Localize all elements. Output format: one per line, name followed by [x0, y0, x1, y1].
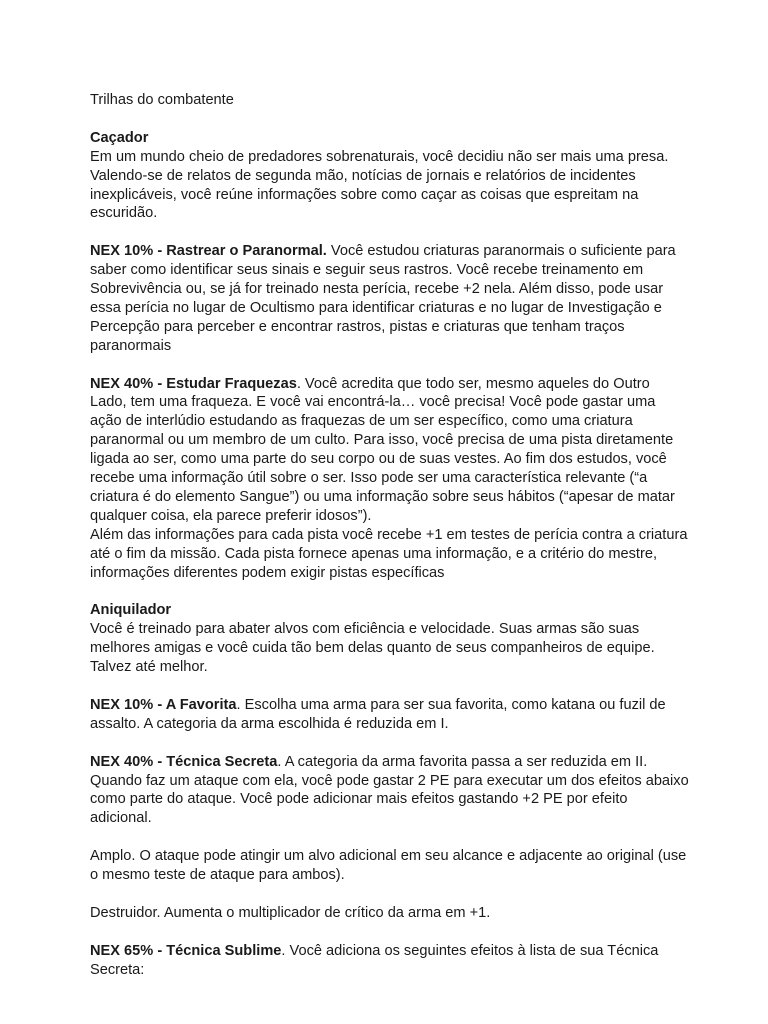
spacer [90, 677, 690, 696]
spacer [90, 583, 690, 602]
aniquilador-heading: Aniquilador [90, 602, 172, 619]
aniquilador-nex40-title: NEX 40% - Técnica Secreta [90, 753, 278, 770]
spacer [90, 923, 690, 942]
aniquilador-nex10-title: NEX 10% - A Favorita [90, 696, 237, 713]
cacador-heading: Caçador [90, 129, 149, 146]
aniquilador-nex10-paragraph [90, 696, 690, 734]
document-page [90, 91, 690, 979]
spacer [90, 828, 690, 847]
aniquilador-destruidor: Destruidor. Aumenta o multiplicador de crítico da arma em +1. [90, 904, 491, 921]
aniquilador-nex65-title: NEX 65% - Técnica Sublime [90, 942, 282, 959]
spacer [90, 110, 690, 129]
aniquilador-nex65-paragraph [90, 942, 690, 980]
cacador-nex40-paragraph [90, 375, 690, 526]
aniquilador-amplo: Amplo. O ataque pode atingir um alvo adicional em seu alcance e adjacente ao original (use o mesmo teste de ataque para ambos). [90, 848, 687, 884]
spacer [90, 223, 690, 242]
document-title: Trilhas do combatente [90, 92, 234, 108]
cacador-nex40-extra: Além das informações para cada pista você recebe +1 em testes de perícia contra a criatura até o fim da missão. Cada pista fornece apenas uma informação, e a critério do mestre, informações diferentes podem exigir pistas específicas [90, 526, 688, 581]
spacer [90, 734, 690, 753]
spacer [90, 356, 690, 375]
cacador-nex10-title: NEX 10% - Rastrear o Paranormal. [90, 243, 327, 260]
cacador-nex40-title: NEX 40% - Estudar Fraquezas [90, 375, 297, 392]
aniquilador-nex40-paragraph [90, 753, 690, 829]
aniquilador-nex65-text: . Você adiciona os seguintes efeitos à lista de sua Técnica Secreta: [90, 942, 659, 978]
cacador-nex10-text: Você estudou criaturas paranormais o suficiente para saber como identificar seus sinais e seguir seus rastros. Você recebe treinamento em Sobrevivência ou, se já for treinado nesta perícia, recebe +2 nela. Além disso, pode usar essa perícia no lugar de Ocultismo para identificar criaturas e no lugar de Investigação e Percepção para perceber e encontrar rastros, pistas e criaturas que tenham traços paranormais [90, 243, 676, 354]
spacer [90, 885, 690, 904]
aniquilador-nex40-text: . A categoria da arma favorita passa a ser reduzida em II. Quando faz um ataque com ela, você pode gastar 2 PE para executar um dos efeitos abaixo como parte do ataque. Você pode adicionar mais efeitos gastando +2 PE por efeito adicional. [90, 753, 689, 827]
aniquilador-nex10-text: . Escolha uma arma para ser sua favorita, como katana ou fuzil de assalto. A categoria da arma escolhida é reduzida em I. [90, 696, 666, 732]
cacador-nex10-paragraph [90, 242, 690, 355]
cacador-nex40-text: . Você acredita que todo ser, mesmo aqueles do Outro Lado, tem uma fraqueza. E você vai encontrá-la… você precisa! Você pode gastar uma ação de interlúdio estudando as fraquezas de um ser específico, como uma criatura paranormal ou um membro de um culto. Para isso, você precisa de uma pista diretamente ligada ao ser, como uma parte do seu corpo ou de suas vestes. Ao fim dos estudos, você recebe uma informação útil sobre o ser. Isso pode ser uma característica relevante (“a criatura é do elemento Sangue”) ou uma informação sobre seus hábitos (“apesar de matar qualquer coisa, ela parece preferir idosos”). [90, 375, 675, 524]
aniquilador-intro: Você é treinado para abater alvos com eficiência e velocidade. Suas armas são suas melhores amigas e você cuida tão bem delas quanto de seus companheiros de equipe. Talvez até melhor. [90, 621, 655, 676]
cacador-intro: Em um mundo cheio de predadores sobrenaturais, você decidiu não ser mais uma presa. Valendo-se de relatos de segunda mão, notícias de jornais e relatórios de incidentes inexplicáveis, você reúne informações sobre como caçar as coisas que espreitam na escuridão. [90, 148, 669, 222]
